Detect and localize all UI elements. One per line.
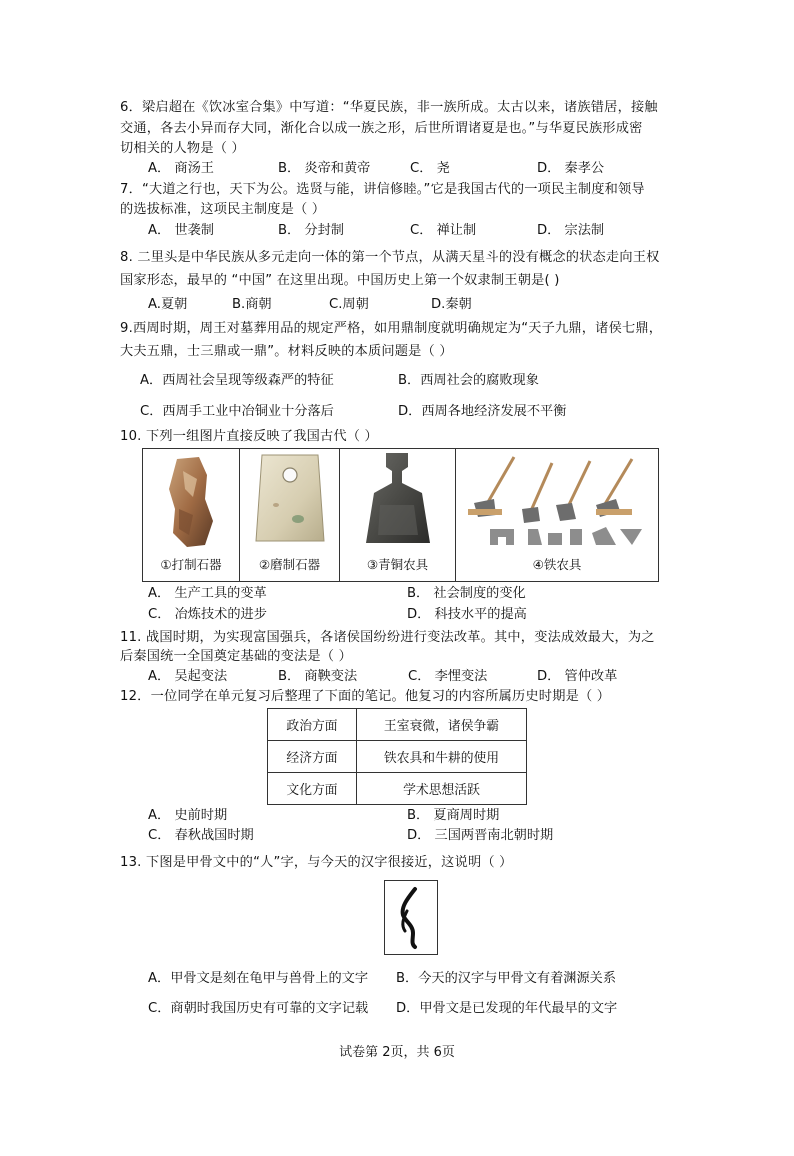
table-cell: 经济方面 <box>268 741 357 773</box>
q7-option-b: B． 分封制 <box>278 223 344 238</box>
notes-table <box>267 708 527 805</box>
q13-option-d: D．甲骨文是已发现的年代最早的文字 <box>396 1001 618 1016</box>
q6-line-3: 切相关的人物是（ ） <box>120 141 245 156</box>
q11-option-d: D． 管仲改革 <box>537 669 618 684</box>
bronze-tool-image <box>340 449 456 557</box>
page-footer: 试卷第 2页，共 6页 <box>339 1045 455 1060</box>
table-cell: 文化方面 <box>268 773 357 805</box>
q9-line-2: 大夫五鼎，士三鼎或一鼎”。材料反映的本质问题是（ ） <box>120 344 453 359</box>
q12-line-1: 12．一位同学在单元复习后整理了下面的笔记。他复习的内容所属历史时期是（ ） <box>120 689 611 704</box>
q10-option-d: D． 科技水平的提高 <box>407 607 527 622</box>
caption-polished-stone: ②磨制石器 <box>258 557 321 572</box>
q9-line-1: 9.西周时期，周王对墓葬用品的规定严格，如用鼎制度就明确规定为“天子九鼎，诸侯七鼎， <box>120 321 663 336</box>
q13-option-a: A．甲骨文是刻在龟甲与兽骨上的文字 <box>148 971 369 986</box>
q6-option-c: C． 尧 <box>410 161 450 176</box>
q12-option-b: B． 夏商周时期 <box>407 808 500 823</box>
q9-option-a: A．西周社会呈现等级森严的特征 <box>140 373 334 388</box>
table-cell: 政治方面 <box>268 709 357 741</box>
q11-option-b: B． 商鞅变法 <box>278 669 358 684</box>
q12-option-c: C． 春秋战国时期 <box>148 828 254 843</box>
caption-bronze-tool: ③青铜农具 <box>366 557 429 572</box>
q7-option-a: A． 世袭制 <box>148 223 214 238</box>
q7-line-2: 的选拔标准，这项民主制度是（ ） <box>120 202 326 217</box>
q13-option-b: B．今天的汉字与甲骨文有着渊源关系 <box>396 971 617 986</box>
table-row <box>268 773 527 805</box>
polished-stone-tool-cell <box>240 449 340 581</box>
q8-option-a: A.夏朝 <box>148 297 188 312</box>
q11-line-2: 后秦国统一全国奠定基础的变法是（ ） <box>120 649 352 664</box>
iron-tools-cell <box>456 449 658 581</box>
q13-line-1: 13. 下图是甲骨文中的“人”字，与今天的汉字很接近，这说明（ ） <box>120 855 513 870</box>
q6-option-b: B． 炎帝和黄帝 <box>278 161 371 176</box>
oracle-bone-character-box <box>384 880 438 955</box>
q8-option-b: B.商朝 <box>232 297 272 312</box>
tools-image-table <box>142 448 659 582</box>
q6-line-1: 6．梁启超在《饮冰室合集》中写道：“华夏民族，非一族所成。太古以来，诸族错居，接触 <box>120 100 658 115</box>
q12-option-d: D． 三国两晋南北朝时期 <box>407 828 554 843</box>
q9-option-c: C．西周手工业中冶铜业十分落后 <box>140 404 334 419</box>
q10-option-c: C． 冶炼技术的进步 <box>148 607 267 622</box>
table-row <box>268 741 527 773</box>
caption-chipped-stone: ①打制石器 <box>160 557 222 572</box>
q8-line-1: 8. 二里头是中华民族从多元走向一体的第一个节点，从满天星斗的没有概念的状态走向王权 <box>120 250 660 265</box>
table-cell: 王室衰微，诸侯争霸 <box>357 709 527 741</box>
chipped-stone-tool-image <box>143 449 240 554</box>
q6-line-2: 交通，各去小异而存大同，渐化合以成一族之形，后世所谓诸夏是也。”与华夏民族形成密 <box>120 121 643 136</box>
q7-line-1: 7．“大道之行也，天下为公。选贤与能，讲信修睦。”它是我国古代的一项民主制度和领导 <box>120 182 645 197</box>
q11-option-a: A． 吴起变法 <box>148 669 228 684</box>
bronze-tool-cell <box>340 449 456 581</box>
q11-option-c: C． 李悝变法 <box>408 669 488 684</box>
chipped-stone-tool-cell <box>143 449 240 581</box>
table-row <box>268 709 527 741</box>
q6-option-d: D． 秦孝公 <box>537 161 605 176</box>
q8-option-d: D.秦朝 <box>431 297 472 312</box>
q11-line-1: 11. 战国时期，为实现富国强兵，各诸侯国纷纷进行变法改革。其中，变法成效最大，为之 <box>120 630 655 645</box>
q7-option-c: C． 禅让制 <box>410 223 477 238</box>
oracle-bone-ren-glyph <box>385 881 437 954</box>
q7-option-d: D． 宗法制 <box>537 223 605 238</box>
q9-option-b: B．西周社会的腐败现象 <box>398 373 539 388</box>
caption-iron-tools: ④铁农具 <box>532 557 582 572</box>
q8-option-c: C.周朝 <box>329 297 369 312</box>
table-cell: 铁农具和牛耕的使用 <box>357 741 527 773</box>
q13-option-c: C．商朝时我国历史有可靠的文字记载 <box>148 1001 369 1016</box>
polished-stone-tool-image <box>240 449 340 557</box>
q10-option-a: A． 生产工具的变革 <box>148 586 267 601</box>
q8-line-2: 国家形态，最早的 “中国” 在这里出现。中国历史上第一个奴隶制王朝是( ) <box>120 273 560 288</box>
q12-option-a: A． 史前时期 <box>148 808 228 823</box>
q10-option-b: B． 社会制度的变化 <box>407 586 526 601</box>
q6-option-a: A． 商汤王 <box>148 161 214 176</box>
table-cell: 学术思想活跃 <box>357 773 527 805</box>
q10-line-1: 10. 下列一组图片直接反映了我国古代（ ） <box>120 429 378 444</box>
iron-tools-image <box>456 449 658 557</box>
q9-option-d: D．西周各地经济发展不平衡 <box>398 404 567 419</box>
